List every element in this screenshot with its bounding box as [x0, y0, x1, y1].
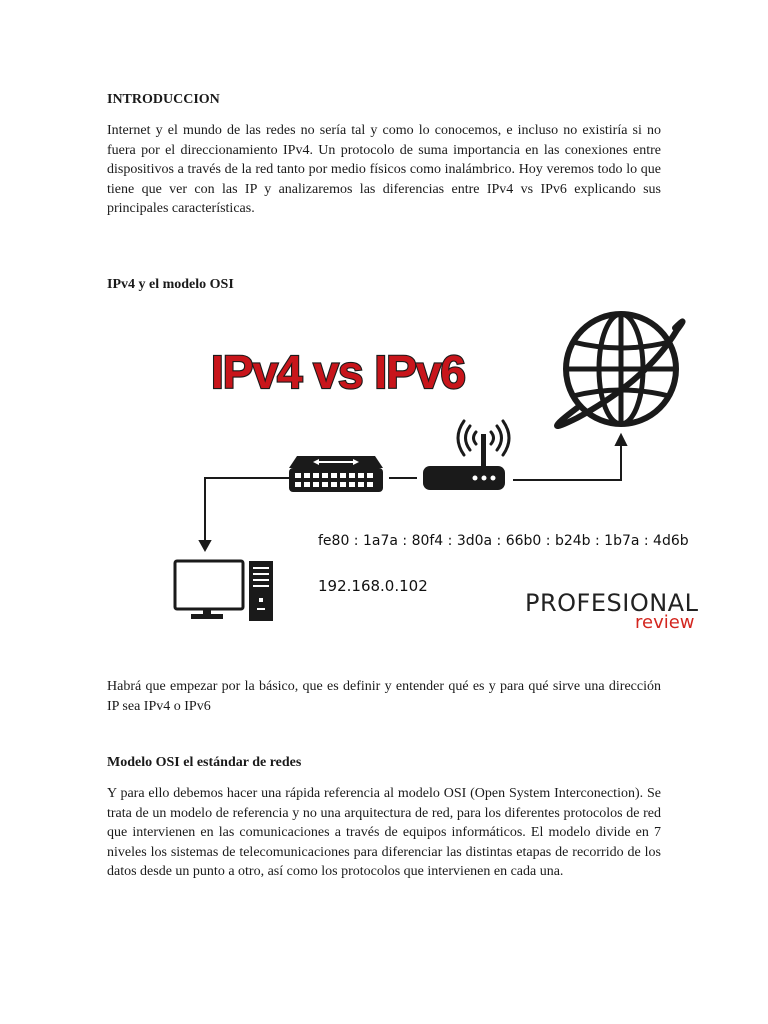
desktop-computer-icon — [175, 561, 273, 621]
switch-to-computer-arrow — [200, 478, 289, 550]
osi-model-heading: Modelo OSI el estándar de redes — [107, 755, 302, 770]
ipv4-address-label: 192.168.0.102 — [318, 577, 428, 595]
intro-heading: INTRODUCCION — [107, 92, 220, 107]
wifi-router-icon — [423, 421, 509, 490]
figure-title: IPv4 vs IPv6 — [211, 346, 465, 398]
ipv4-osi-heading: IPv4 y el modelo OSI — [107, 277, 234, 292]
router-to-internet-arrow — [513, 435, 626, 480]
ipv6-address-label: fe80 : 1a7a : 80f4 : 3d0a : 66b0 : b24b : 1b7a : 4d6b — [318, 533, 689, 549]
intro-paragraph: Internet y el mundo de las redes no sería tal y como lo conocemos, e incluso no existiría si no fuera por el direccionamiento IPv4. Un protocolo de suma importancia en las conexiones entre dispositivos a través de la red tanto por medio físicos como inalámbrico. Hoy veremos todo lo que tiene que ver con las IP y analizaremos las diferencias entre IPv4 vs IPv6 explicando sus principales características. — [107, 123, 661, 216]
profesional-review-logo — [525, 589, 699, 633]
osi-model-paragraph: Y para ello debemos hacer una rápida referencia al modelo OSI (Open System Interconection). Se trata de un modelo de referencia y no una arquitectura de red, para los diferentes protocolos de red que intervienen en las comunicaciones a través de equipos informáticos. El modelo divide en 7 niveles los sistemas de telecomunicaciones para diferenciar las distintas etapas de recorrido de los datos desde un punto a otro, así como los protocolos que intervienen en cada una. — [107, 786, 661, 879]
brand-name-line1: PROFESIONAL — [525, 589, 699, 617]
network-switch-icon — [289, 456, 383, 492]
globe-icon — [557, 314, 683, 426]
basics-paragraph: Habrá que empezar por la básico, que es definir y entender qué es y para qué sirve una dirección IP sea IPv4 o IPv6 — [107, 679, 661, 714]
ipv4-vs-ipv6-figure — [107, 308, 715, 640]
brand-name-line2: review — [635, 612, 695, 633]
